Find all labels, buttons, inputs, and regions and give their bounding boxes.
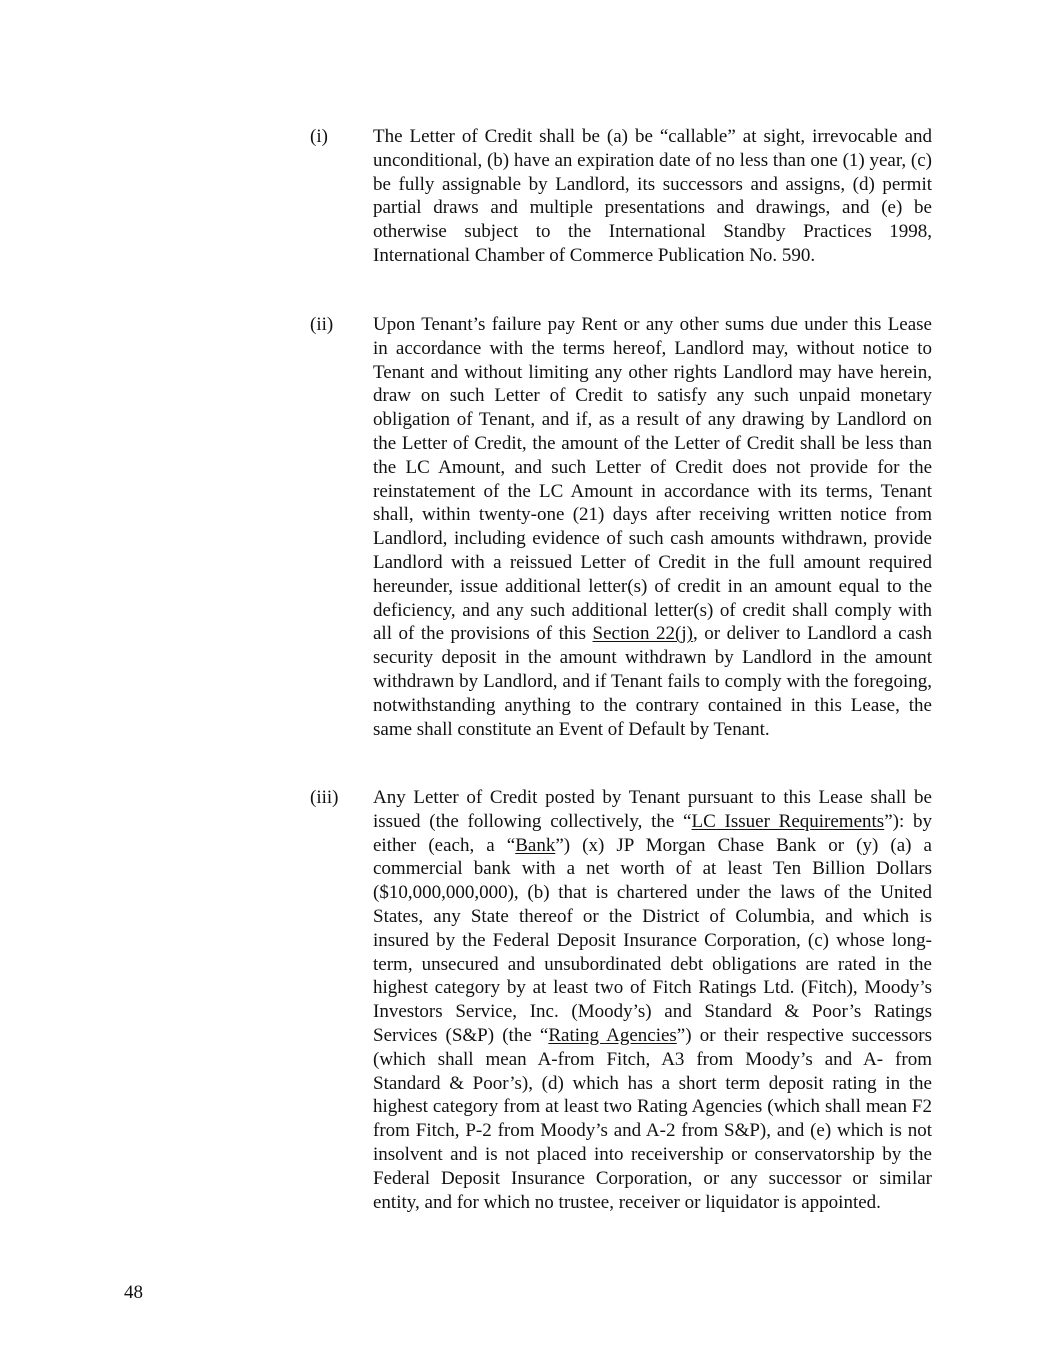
defined-term-bank: Bank: [515, 834, 556, 856]
paragraph-text: ”): by either (each, a “: [373, 810, 932, 856]
page-number: 48: [124, 1282, 143, 1303]
item-number: (i): [310, 126, 328, 147]
item-paragraph: [373, 786, 932, 1214]
defined-term-lc-issuer-requirements: LC Issuer Requirements: [691, 810, 885, 832]
item-paragraph: [373, 125, 932, 268]
item-number: (ii): [310, 314, 334, 335]
list-item-iii: [310, 786, 932, 1214]
list-item-ii: [310, 313, 932, 741]
paragraph-text: Any Letter of Credit posted by Tenant pursuant to this Lease shall be issued (the following collectively, the “: [373, 787, 932, 832]
item-paragraph: [373, 313, 932, 741]
paragraph-text: ”) (x) JP Morgan Chase Bank or (y) (a) a commercial bank with a net worth of at least Ten Billion Dollars ($10,000,000,000), (b) that is chartered under the laws of the United States, any State thereof or the District of Columbia, and which is insured by the Federal Deposit Insurance Corporation, (c) whose long-term, unsecured and unsubordinated debt obligations are rated in the highest category by at least two of Fitch Ratings Ltd. (Fitch), Moody’s Investors Service, Inc. (Moody’s) and Standard & Poor’s Ratings Services (S&P) (the “: [373, 834, 932, 1046]
item-number: (iii): [310, 787, 339, 808]
section-reference: Section 22(j): [592, 623, 693, 645]
paragraph-text: , or deliver to Landlord a cash security deposit in the amount withdrawn by Landlord in the amount withdrawn by Landlord, and if Tenant fails to comply with the foregoing, notwithstanding anything to the contrary contained in this Lease, the same shall constitute an Event of Default by Tenant.: [373, 623, 932, 740]
paragraph-text: The Letter of Credit shall be (a) be “callable” at sight, irrevocable and unconditional, (b) have an expiration date of no less than one (1) year, (c) be fully assignable by Landlord, its successors and assigns, (d) permit partial draws and multiple presentations and drawings, and (e) be otherwise subject to the International Standby Practices 1998, International Chamber of Commerce Publication No. 590.: [373, 126, 933, 266]
list-item-i: [310, 125, 932, 268]
paragraph-text: Upon Tenant’s failure pay Rent or any other sums due under this Lease in accordance with the terms hereof, Landlord may, without notice to Tenant and without limiting any other rights Landlord may have herein, draw on such Letter of Credit to satisfy any such unpaid monetary obligation of Tenant, and if, as a result of any drawing by Landlord on the Letter of Credit, the amount of the Letter of Credit shall be less than the LC Amount, and such Letter of Credit does not provide for the reinstatement of the LC Amount in accordance with its terms, Tenant shall, within twenty-one (21) days after receiving written notice from Landlord, including evidence of such cash amounts withdrawn, provide Landlord with a reissued Letter of Credit in the full amount required hereunder, issue additional letter(s) of credit in an amount equal to the deficiency, and any such additional letter(s) of credit shall comply with all of the provisions of this: [373, 314, 932, 645]
defined-term-rating-agencies: Rating Agencies: [548, 1024, 677, 1046]
paragraph-text: ”) or their respective successors (which shall mean A-from Fitch, A3 from Moody’s and A- from Standard & Poor’s), (d) which has a short term deposit rating in the highest category from at least two Rating Agencies (which shall mean F2 from Fitch, P-2 from Moody’s and A-2 from S&P), and (e) which is not insolvent and is not placed into receivership or conservatorship by the Federal Deposit Insurance Corporation, or any successor or similar entity, and for which no trustee, receiver or liquidator is appointed.: [373, 1024, 932, 1213]
